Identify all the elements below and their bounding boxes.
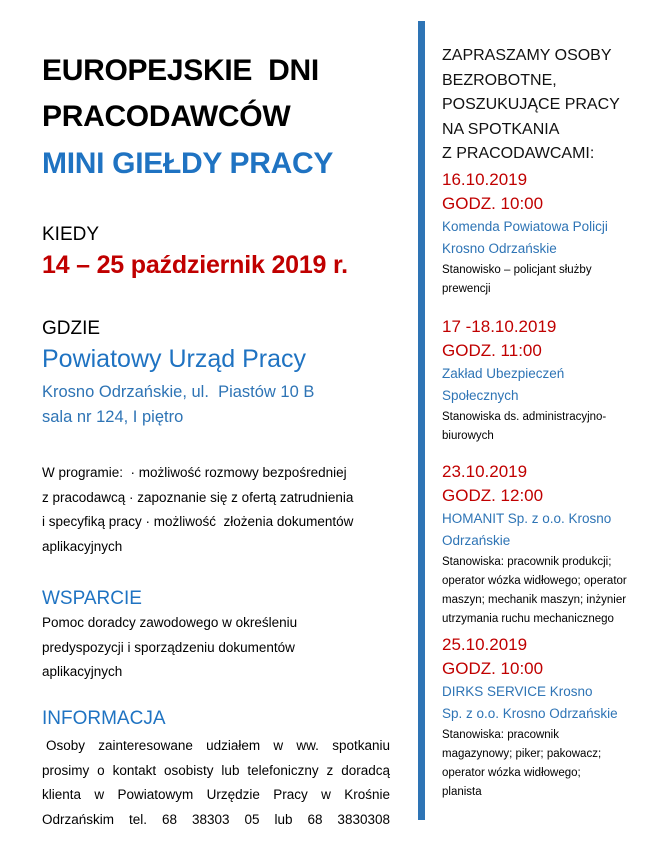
event-time: GODZ. 11:00 xyxy=(442,341,542,360)
information-line: Odrzańskim tel. 68 38303 05 lub 68 3830308 xyxy=(42,811,390,827)
invitation-line: Z PRACODAWCAMI: xyxy=(442,145,595,162)
event-organization xyxy=(442,681,647,725)
support-line: predyspozycji i sporządzeniu dokumentów xyxy=(42,639,295,655)
event-item xyxy=(442,168,647,299)
positions-line: magazynowy; piker; pakowacz; xyxy=(442,748,602,760)
positions-line: maszyn; mechanik maszyn; inżynier xyxy=(442,594,627,606)
positions-line: Stanowisko – policjant służby xyxy=(442,264,592,276)
organization-line: Krosno Odrzańskie xyxy=(442,241,557,256)
event-date: 17 -18.10.2019 xyxy=(442,317,557,336)
event-date: 16.10.2019 xyxy=(442,170,528,189)
where-address-line-1: Krosno Odrzańskie, ul. Piastów 10 B xyxy=(42,383,315,401)
organization-line: Zakład Ubezpieczeń xyxy=(442,366,565,381)
program-line: W programie: · możliwość rozmowy bezpośredniej xyxy=(42,465,347,480)
title-line-2: PRACODAWCÓW xyxy=(42,100,291,133)
support-line: aplikacyjnych xyxy=(42,664,123,679)
invitation-text xyxy=(442,44,620,167)
positions-line: biurowych xyxy=(442,430,494,442)
program-line: aplikacyjnych xyxy=(42,538,123,554)
organization-line: HOMANIT Sp. z o.o. Krosno xyxy=(442,511,612,526)
organization-line: DIRKS SERVICE Krosno xyxy=(442,684,593,699)
event-organization xyxy=(442,216,647,260)
invitation-line: ZAPRASZAMY OSOBY xyxy=(442,47,612,64)
positions-line: Stanowiska: pracownik produkcji; xyxy=(442,556,612,568)
organization-line: Sp. z o.o. Krosno Odrzańskie xyxy=(442,706,618,721)
program-line: i specyfiką pracy · możliwość złożenia dokumentów xyxy=(42,514,354,529)
where-label: GDZIE xyxy=(42,318,101,339)
title-line-1: EUROPEJSKIE DNI xyxy=(42,54,319,87)
event-positions xyxy=(442,553,647,629)
positions-line: Stanowiska ds. administracyjno- xyxy=(442,411,607,423)
where-address-line-2: sala nr 124, I piętro xyxy=(42,408,184,426)
event-time: GODZ. 10:00 xyxy=(442,659,544,678)
information-line: prosimy o kontakt osobisty lub telefoniczny z doradcą xyxy=(42,762,390,778)
positions-line: prewencji xyxy=(442,283,491,295)
event-item xyxy=(442,633,647,802)
program-line: z pracodawcą · zapoznanie się z ofertą zatrudnienia xyxy=(42,489,354,505)
event-date: 25.10.2019 xyxy=(442,635,528,654)
invitation-line: BEZROBOTNE, xyxy=(442,71,557,89)
support-line: Pomoc doradcy zawodowego w określeniu xyxy=(42,615,298,630)
invitation-line: NA SPOTKANIA xyxy=(442,120,560,138)
title-line-3: MINI GIEŁDY PRACY xyxy=(42,147,334,180)
where-name: Powiatowy Urząd Pracy xyxy=(42,345,306,373)
when-label: KIEDY xyxy=(42,224,100,245)
information-line: Osoby zainteresowane udziałem w ww. spotkaniu xyxy=(46,738,390,753)
event-item xyxy=(442,460,647,629)
organization-line: Odrzańskie xyxy=(442,533,511,548)
information-paragraph xyxy=(42,734,390,832)
event-item xyxy=(442,315,647,446)
event-positions xyxy=(442,408,647,446)
invitation-line: POSZUKUJĄCE PRACY xyxy=(442,96,620,113)
positions-line: Stanowiska: pracownik xyxy=(442,729,559,741)
information-heading: INFORMACJA xyxy=(42,708,166,729)
positions-line: operator wózka widłowego; operator xyxy=(442,575,627,587)
event-time: GODZ. 10:00 xyxy=(442,194,544,213)
event-time: GODZ. 12:00 xyxy=(442,486,544,505)
organization-line: Komenda Powiatowa Policji xyxy=(442,219,608,234)
positions-line: utrzymania ruchu mechanicznego xyxy=(442,613,614,625)
event-date: 23.10.2019 xyxy=(442,462,528,481)
support-heading: WSPARCIE xyxy=(42,588,142,609)
support-paragraph xyxy=(42,611,297,685)
event-positions xyxy=(442,726,647,802)
event-positions xyxy=(442,261,647,299)
positions-line: operator wózka widłowego; xyxy=(442,767,581,779)
information-line: klienta w Powiatowym Urzędzie Pracy w Krośnie xyxy=(42,787,390,802)
event-organization xyxy=(442,363,647,407)
event-organization xyxy=(442,508,647,552)
when-value: 14 – 25 październik 2019 r. xyxy=(42,251,348,279)
program-paragraph xyxy=(42,461,382,559)
positions-line: planista xyxy=(442,786,482,798)
organization-line: Społecznych xyxy=(442,388,519,403)
vertical-accent-bar xyxy=(418,21,425,820)
